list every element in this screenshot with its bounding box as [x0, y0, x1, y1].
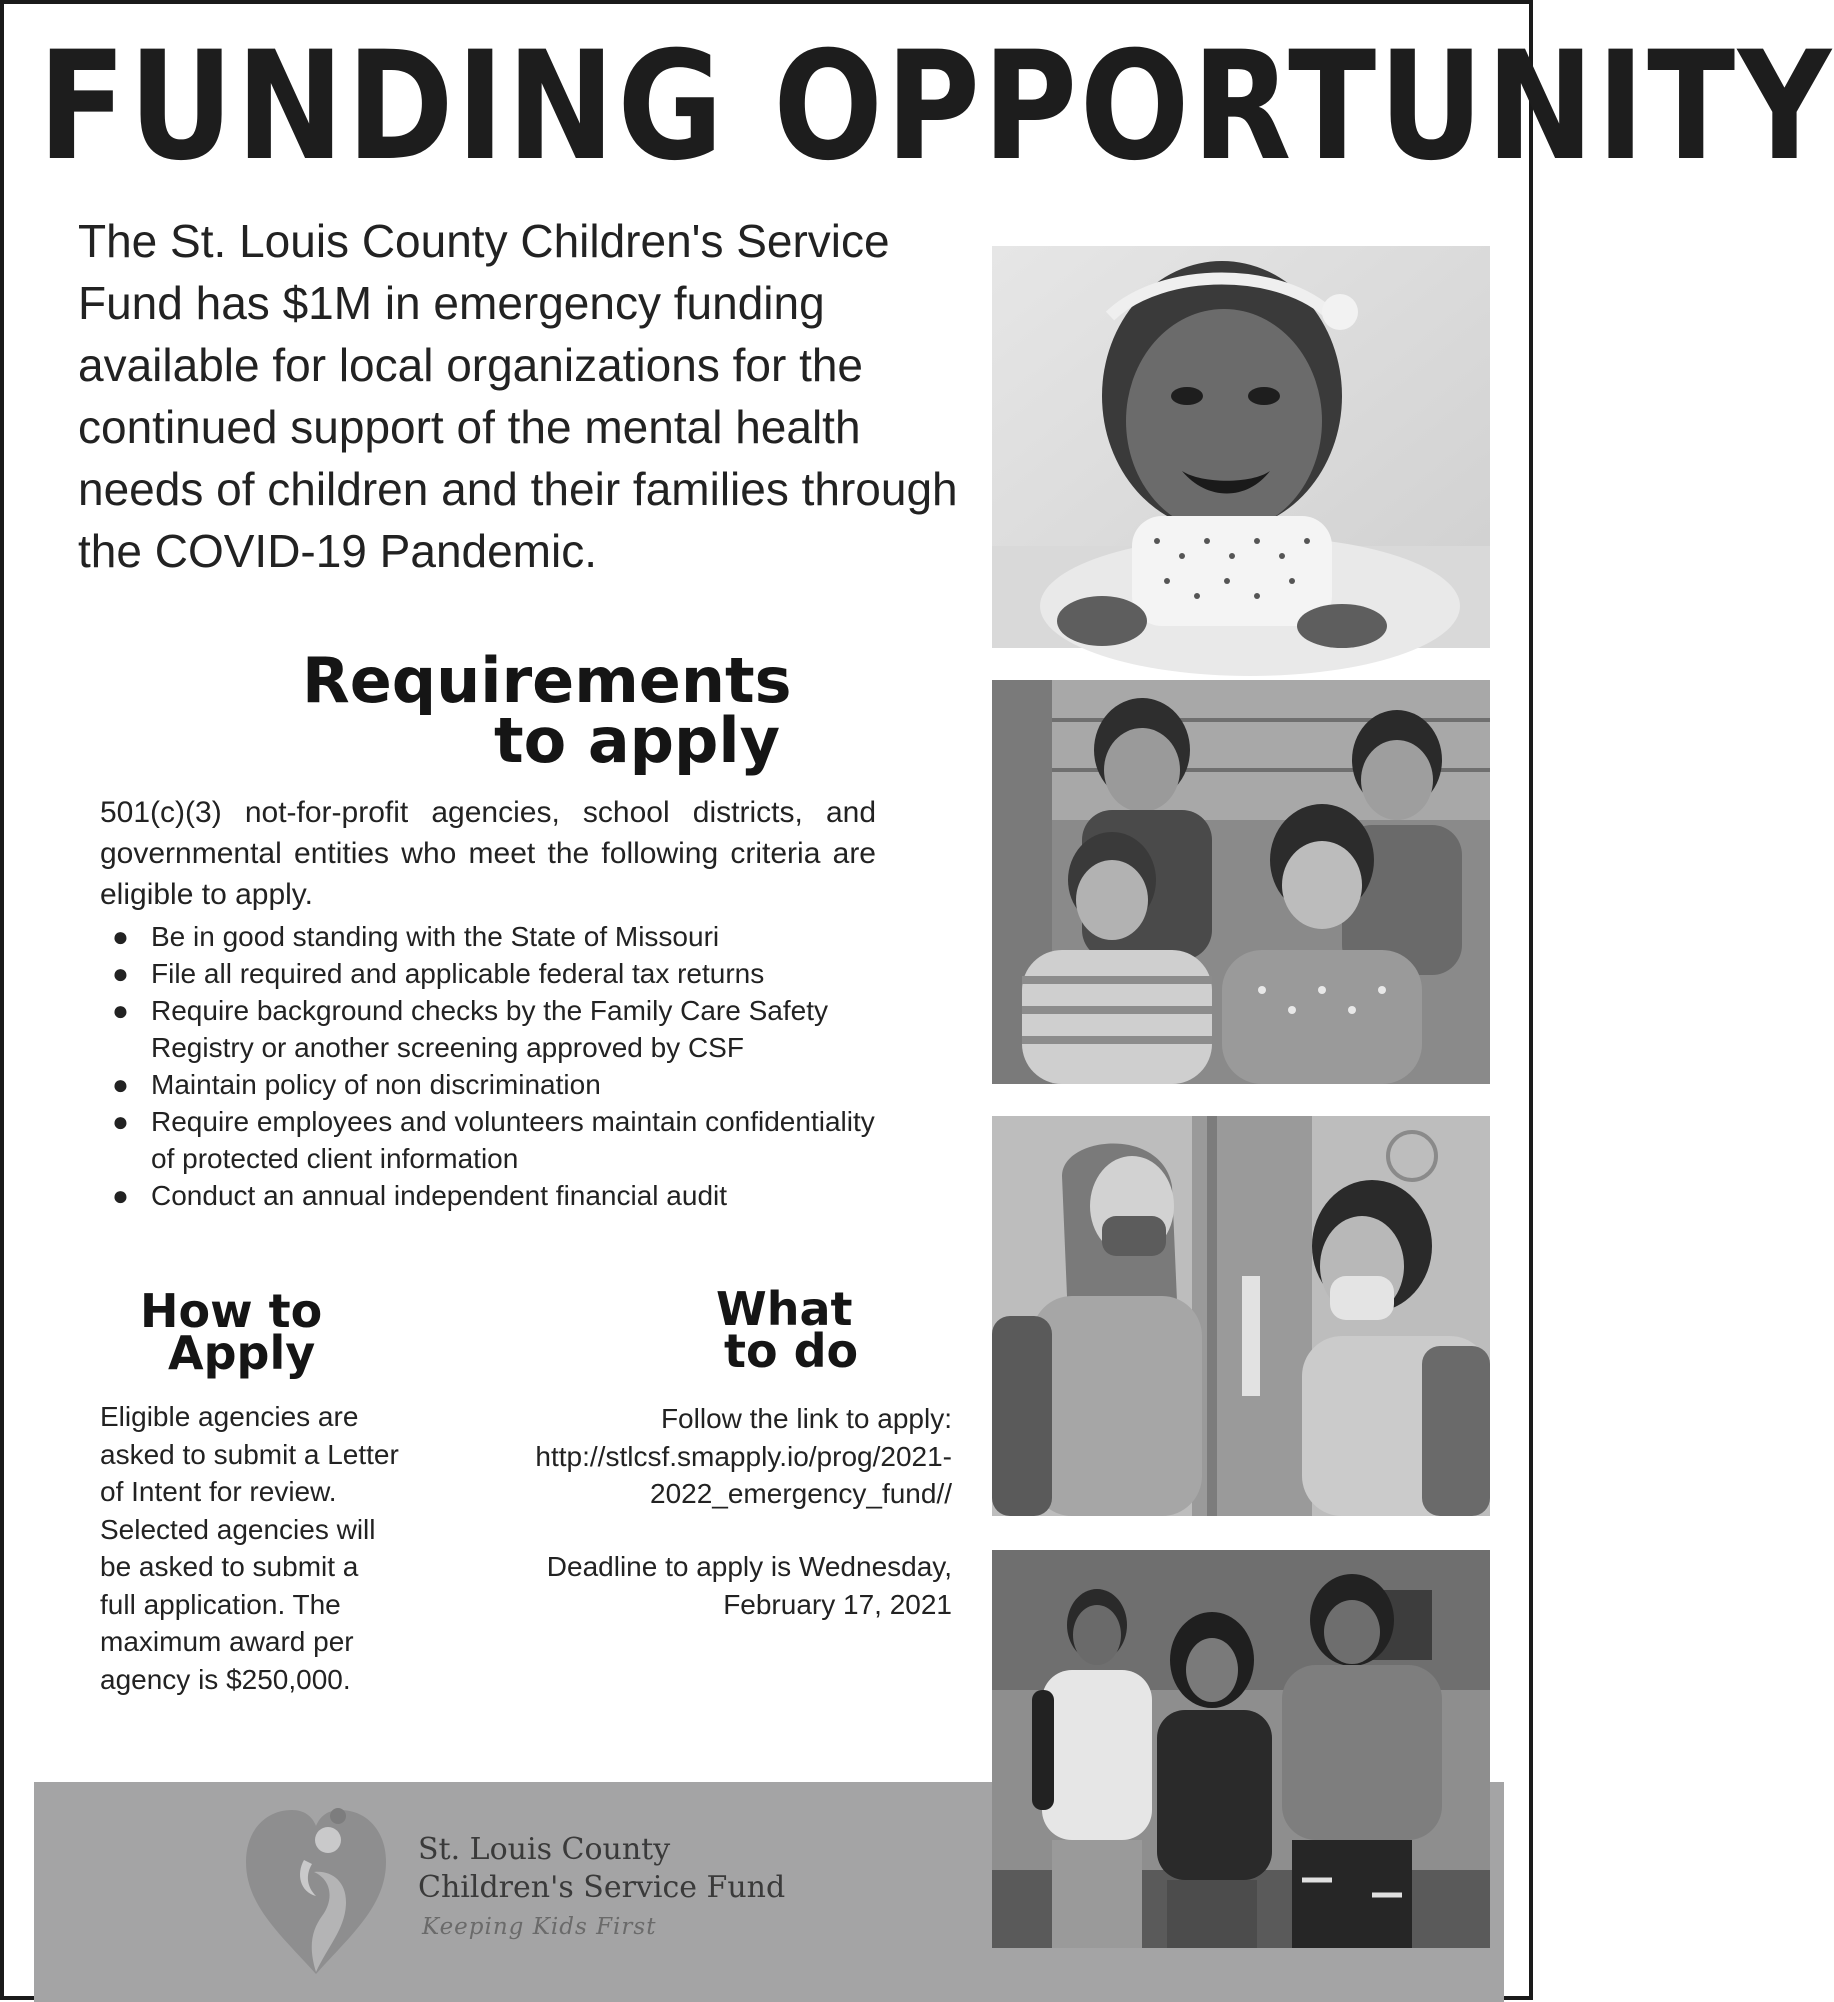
deadline-line2: February 17, 2021	[723, 1588, 952, 1620]
requirement-item: ● Conduct an annual independent financial audit	[100, 1177, 880, 1214]
requirement-item: ● Maintain policy of non discrimination	[100, 1066, 880, 1103]
photo-smiling-baby	[992, 246, 1490, 648]
requirements-heading-line2: to apply	[494, 704, 781, 777]
requirement-item: ● Require employees and volunteers maintain confidentiality of protected client information	[100, 1103, 880, 1177]
heart-logo-icon	[242, 1796, 390, 1978]
bullet-icon: ●	[112, 995, 129, 1026]
photo-three-young-women	[992, 1550, 1490, 1948]
org-tagline: Keeping Kids First	[422, 1914, 657, 1940]
photo-children-group	[992, 680, 1490, 1084]
bullet-icon: ●	[112, 958, 129, 989]
how-to-apply-heading-line1: How to	[140, 1284, 323, 1338]
requirements-list	[100, 918, 880, 1214]
apply-link-url-line2[interactable]: 2022_emergency_fund//	[650, 1478, 952, 1509]
bullet-icon: ●	[112, 1106, 129, 1137]
how-to-apply-heading-line2: Apply	[168, 1326, 316, 1380]
requirement-item: ● File all required and applicable federal tax returns	[100, 955, 880, 992]
what-to-do-heading-line2: to do	[724, 1324, 859, 1378]
bullet-icon: ●	[112, 921, 129, 952]
page-title: FUNDING OPPORTUNITY	[38, 20, 1834, 194]
deadline-line1: Deadline to apply is Wednesday,	[546, 1551, 952, 1582]
bullet-icon: ●	[112, 1069, 129, 1100]
apply-link-intro: Follow the link to apply:	[660, 1403, 952, 1434]
org-name-line1: St. Louis County	[418, 1832, 671, 1867]
requirement-item: ● Be in good standing with the State of Missouri	[100, 918, 880, 955]
requirements-heading-line1: Requirements	[302, 644, 792, 717]
photo-masked-girls	[992, 1116, 1490, 1516]
bullet-icon: ●	[112, 1180, 129, 1211]
apply-link-url-line1[interactable]: http://stlcsf.smapply.io/prog/2021-	[535, 1440, 952, 1472]
deadline-block	[460, 1548, 952, 1623]
what-to-do-heading-line1: What	[716, 1282, 853, 1336]
org-name-line2: Children's Service Fund	[418, 1870, 786, 1905]
how-to-apply-body: Eligible agencies are asked to submit a Letter of Intent for review. Selected agencies will be asked to submit a full application. The maximum award per agency is $250,000.	[100, 1401, 399, 1695]
intro-paragraph: The St. Louis County Children's Service Fund has $1M in emergency funding available for local organizations for the continued support of the mental health needs of children and their families through the COVID-19 Pandemic.	[78, 215, 958, 577]
apply-link-block	[460, 1400, 952, 1513]
requirement-item: ● Require background checks by the Family Care Safety Registry or another screening approved by CSF	[100, 992, 880, 1066]
requirements-body: 501(c)(3) not-for-profit agencies, school districts, and governmental entities who meet the following criteria are eligible to apply.	[100, 796, 876, 911]
